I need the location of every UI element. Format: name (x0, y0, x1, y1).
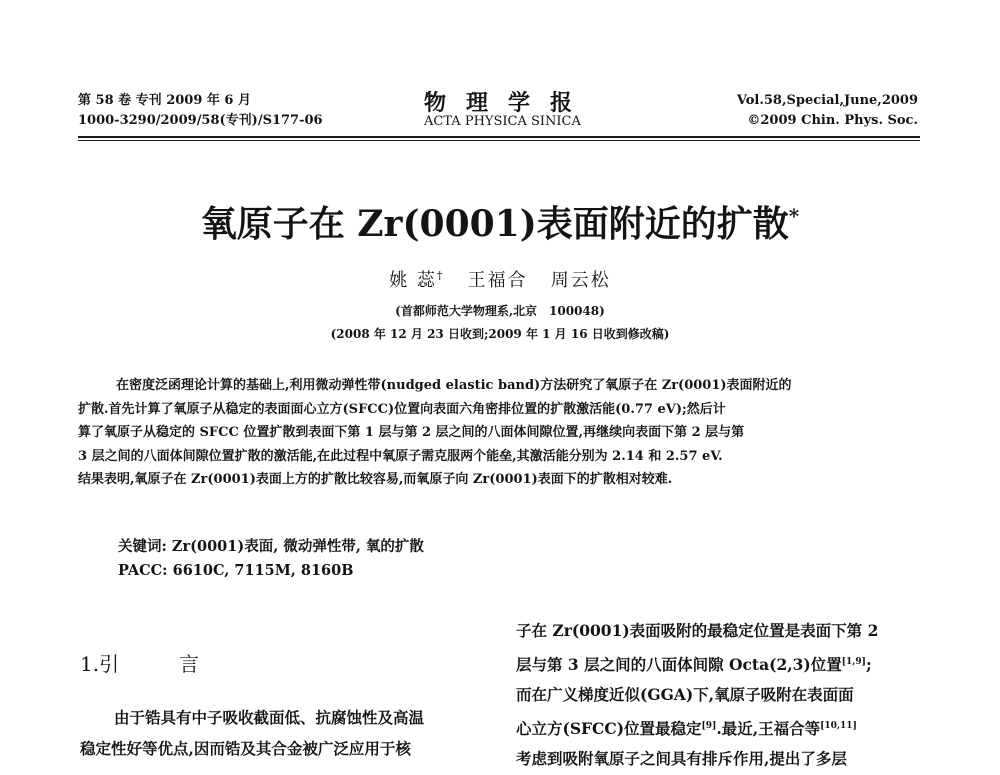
citation-ref[interactable]: [10,11] (820, 720, 857, 731)
body-line-punct: ; (865, 654, 872, 674)
authors (0, 266, 1000, 292)
received-dates: (2008 年 12 月 23 日收到;2009 年 1 月 16 日收到修改稿) (330, 327, 670, 341)
author-1: 姚 蕊 (389, 270, 437, 291)
header-rule-thick (78, 136, 920, 138)
keywords-text: Zr(0001)表面, 微动弹性带, 氧的扩散 (171, 538, 424, 555)
abstract-line: 3 层之间的八面体间隙位置扩散的激活能,在此过程中氧原子需克服两个能垒,其激活能分别为 2.14 和 2.57 eV. (78, 448, 723, 464)
body-line: 而在广义梯度近似(GGA)下,氧原子吸附在表面面 (516, 685, 854, 705)
body-line-text: 层与第 3 层之间的八面体间隙 Octa(2,3)位置 (516, 654, 842, 674)
body-line (516, 647, 920, 681)
author-3: 周云松 (550, 270, 611, 291)
pacc-label: PACC: (118, 562, 168, 579)
journal-vol-en: Vol.58,Special,June,2009 (736, 93, 918, 108)
abstract-line: 扩散.首先计算了氧原子从稳定的表面面心立方(SFCC)位置向表面六角密排位置的扩散激活能(0.77 eV);然后计 (78, 401, 726, 417)
affiliation: (首都师范大学物理系,北京 100048) (395, 304, 605, 318)
section-heading (80, 648, 199, 677)
author-2: 王福合 (467, 270, 528, 291)
paper-title (0, 196, 1000, 247)
abstract (78, 374, 920, 492)
citation-ref[interactable]: [9] (701, 720, 717, 731)
body-line: 稳定性好等优点,因而锆及其合金被广泛应用于核 (80, 738, 411, 758)
journal-issn: 1000-3290/2009/58(专刊)/S177-06 (78, 113, 323, 128)
keywords-label: 关键词: (118, 538, 167, 555)
body-line: 子在 Zr(0001)表面吸附的最稳定位置是表面下第 2 (516, 621, 879, 640)
left-column (80, 703, 480, 764)
body-line: 由于锆具有中子吸收截面低、抗腐蚀性及高温 (114, 708, 425, 727)
section-title: 言 (179, 652, 200, 676)
body-line: 考虑到吸附氧原子之间具有排斥作用,提出了多层 (516, 749, 847, 769)
journal-name-cn: 物理学报 (424, 90, 593, 116)
right-column (516, 616, 920, 775)
pacc (118, 562, 353, 579)
body-line-text: .最近,王福合等 (716, 718, 821, 738)
paper-title-text: 氧原子在 Zr(0001)表面附近的扩散 (200, 203, 789, 245)
abstract-line: 结果表明,氧原子在 Zr(0001)表面上方的扩散比较容易,而氧原子向 Zr(0001)表面下的扩散相对较难. (78, 472, 673, 487)
section-number: 1.引 (80, 652, 120, 676)
journal-volume-info: 第 58 卷 专刊 2009 年 6 月 (78, 93, 251, 108)
corresponding-author-mark: † (436, 269, 445, 282)
body-line-text: 心立方(SFCC)位置最稳定 (516, 718, 702, 738)
pacc-text: 6610C, 7115M, 8160B (172, 562, 354, 579)
body-line (516, 711, 920, 745)
keywords (118, 535, 424, 556)
copyright: ©2009 Chin. Phys. Soc. (747, 113, 918, 128)
abstract-line: 算了氧原子从稳定的 SFCC 位置扩散到表面下第 1 层与第 2 层之间的八面体间隙位置,再继续向表面下第 2 层与第 (78, 425, 745, 440)
abstract-line: 在密度泛函理论计算的基础上,利用微动弹性带(nudged elastic band)方法研究了氧原子在 Zr(0001)表面附近的 (116, 378, 792, 393)
header-rule-thin (78, 140, 920, 141)
citation-ref[interactable]: [1,9] (841, 656, 866, 667)
title-footnote-mark: * (788, 204, 800, 228)
journal-name-en: ACTA PHYSICA SINICA (424, 114, 581, 129)
